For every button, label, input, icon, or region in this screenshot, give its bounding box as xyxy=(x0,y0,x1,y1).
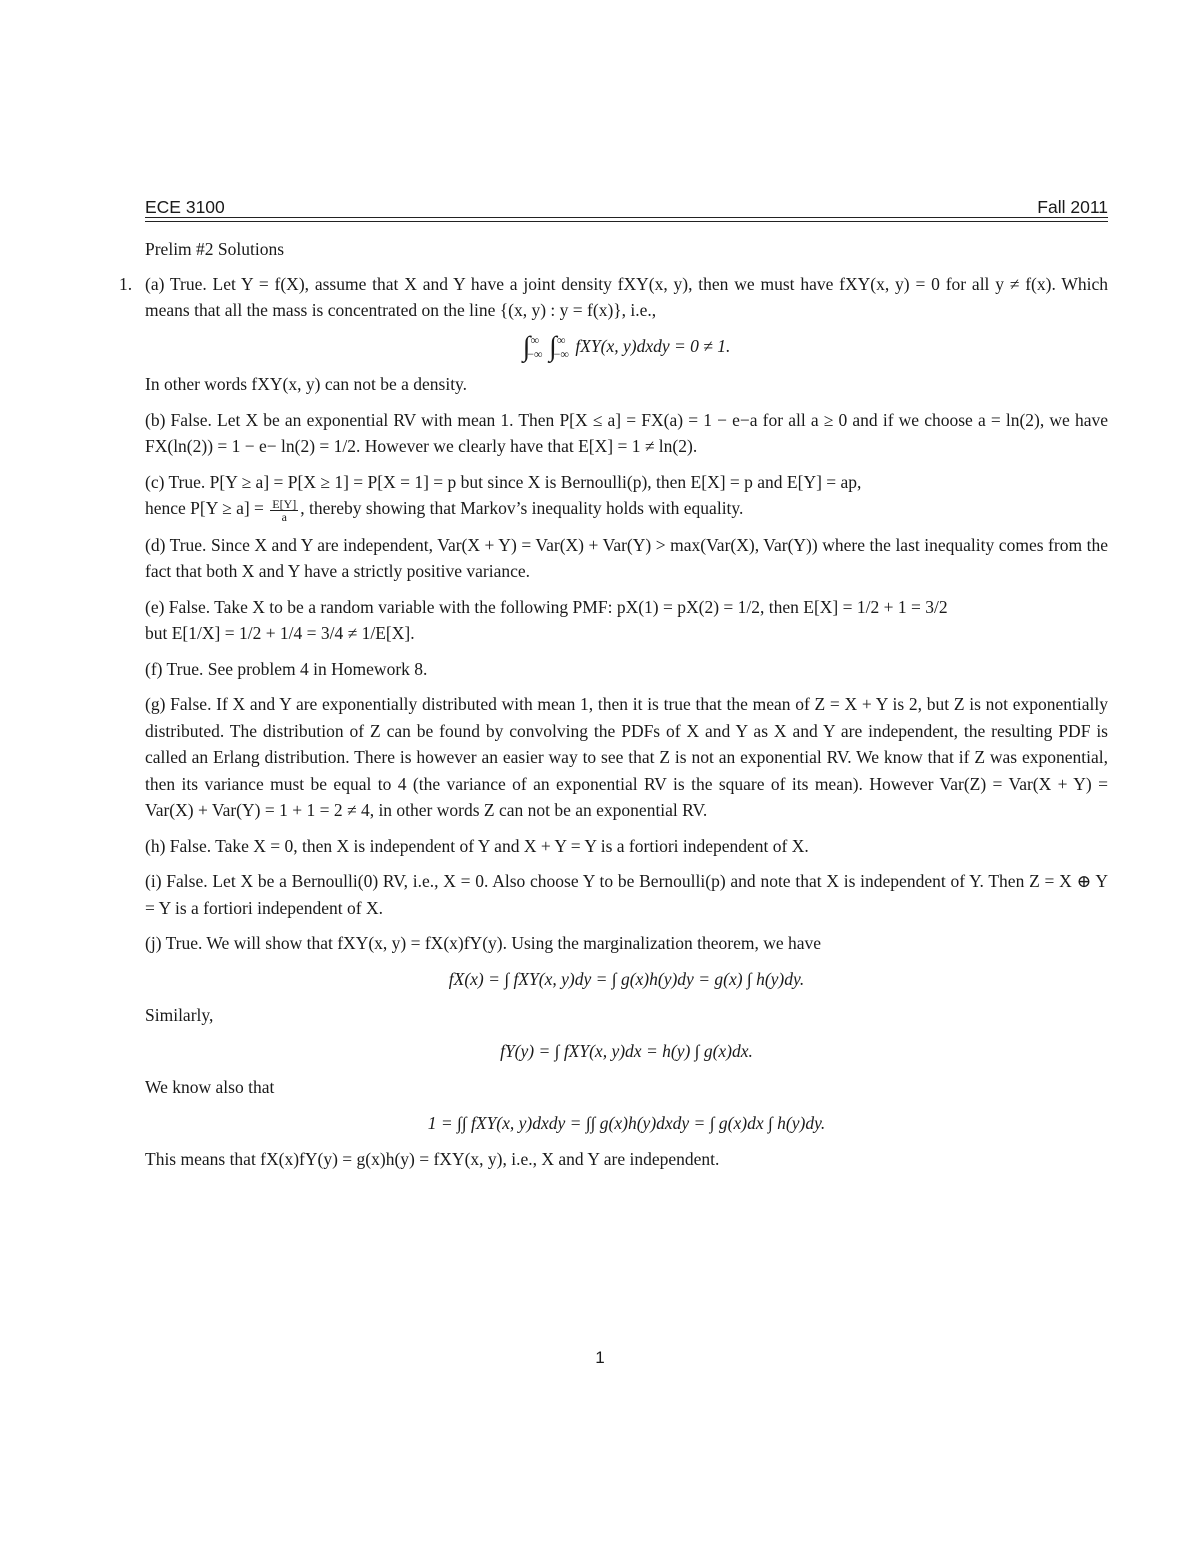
part-j-conclusion: This means that fX(x)fY(y) = g(x)h(y) = fXY(x, y), i.e., X and Y are independent. xyxy=(145,1149,720,1170)
document-title: Prelim #2 Solutions xyxy=(145,239,285,259)
part-c xyxy=(145,469,1108,523)
equation-a-body: fXY(x, y)dxdy = 0 ≠ 1. xyxy=(575,335,731,356)
integral-sign: ∫ xyxy=(522,331,531,363)
page-header xyxy=(145,190,1108,218)
fraction: $\frac{E[Y]}{a}$ xyxy=(272,496,297,524)
part-e-line2: but E[1/X] = 1/2 + 1/4 = 3/4 ≠ 1/E[X]. xyxy=(145,623,415,644)
part-c-line1: (c) True. P[Y ≥ a] = P[X ≥ 1] = P[X = 1] = p but since X is Bernoulli(p), then E[X] = p and E[Y] = ap, xyxy=(145,471,862,492)
part-f: (f) True. See problem 4 in Homework 8. xyxy=(145,658,428,679)
part-j: (j) True. We will show that fXY(x, y) = fX(x)fY(y). Using the marginalization theorem, we have xyxy=(145,933,822,954)
equation-j2: fY(y) = ∫ fXY(x, y)dx = h(y) ∫ g(x)dx. xyxy=(500,1040,753,1061)
problem-number: 1. xyxy=(119,273,133,294)
part-e-line1: (e) False. Take X to be a random variable with the following PMF: pX(1) = pX(2) = 1/2, then E[X] = 1/2 + 1 = 3/2 xyxy=(145,596,948,617)
integral-sign: ∫ xyxy=(548,331,557,363)
part-a: (a) True. Let Y = f(X), assume that X and Y have a joint density fXY(x, y), then we must have fXY(x, y) = 0 for all y ≠ f(x). Which means that all the mass is concentrated on the line {(x, y) : y = f(x)}, i.e., xyxy=(145,273,1108,320)
part-b: (b) False. Let X be an exponential RV with mean 1. Then P[X ≤ a] = FX(a) = 1 − e−a for all a ≥ 0 and if we choose a = ln(2), we have FX(ln(2)) = 1 − e− ln(2) = 1/2. However we clearly have that E[X] = 1 ≠ ln(2). xyxy=(145,409,1108,457)
part-e xyxy=(145,594,1108,647)
equation-a xyxy=(145,333,1108,362)
similarly-text: Similarly, xyxy=(145,1005,214,1026)
equation-j1: fX(x) = ∫ fXY(x, y)dy = ∫ g(x)h(y)dy = g(x) ∫ h(y)dy. xyxy=(448,968,805,989)
integral-limits: ∞ −∞ xyxy=(553,333,569,362)
term-label: Fall 2011 xyxy=(1037,197,1108,217)
part-c-line2: hence P[Y ≥ a] = xyxy=(145,498,264,519)
course-label: ECE 3100 xyxy=(145,197,225,217)
integral-limits: ∞ −∞ xyxy=(527,333,543,362)
page-number: 1 xyxy=(595,1348,605,1367)
part-g: (g) False. If X and Y are exponentially distributed with mean 1, then it is true that the mean of Z = X + Y is 2, but Z is not exponentially distributed. The distribution of Z can be found by convolving the PDFs of X and Y as X and Y are independent, the resulting PDF is called an Erlang distribution. There is however an easier way to see that Z is not an exponential RV. We know that if Z was exponential, then its variance must be equal to 4 (the variance of an exponential RV is the square of its mean). However Var(Z) = Var(X + Y) = Var(X) + Var(Y) = 1 + 1 = 2 ≠ 4, in other words Z can not be an exponential RV. xyxy=(145,694,1108,821)
part-c-line3: , thereby showing that Markov’s inequality holds with equality. xyxy=(300,498,744,519)
part-d: (d) True. Since X and Y are independent, Var(X + Y) = Var(X) + Var(Y) > max(Var(X), Var(Y)) where the last inequality comes from the fact that both X and Y have a strictly positive variance. xyxy=(145,534,1108,582)
part-i: (i) False. Let X be a Bernoulli(0) RV, i.e., X = 0. Also choose Y to be Bernoulli(p) and note that X is independent of Y. Then Z = X ⊕ Y = Y is a fortiori independent of X. xyxy=(145,871,1108,918)
part-a-conclusion: In other words fXY(x, y) can not be a density. xyxy=(145,374,468,395)
document-page xyxy=(119,190,1108,1182)
problem-1 xyxy=(119,271,1108,1173)
equation-j3: 1 = ∫∫ fXY(x, y)dxdy = ∫∫ g(x)h(y)dxdy = ∫ g(x)dx ∫ h(y)dy. xyxy=(427,1112,826,1133)
part-h: (h) False. Take X = 0, then X is independent of Y and X + Y = Y is a fortiori independent of X. xyxy=(145,835,809,856)
know-text: We know also that xyxy=(145,1077,275,1098)
